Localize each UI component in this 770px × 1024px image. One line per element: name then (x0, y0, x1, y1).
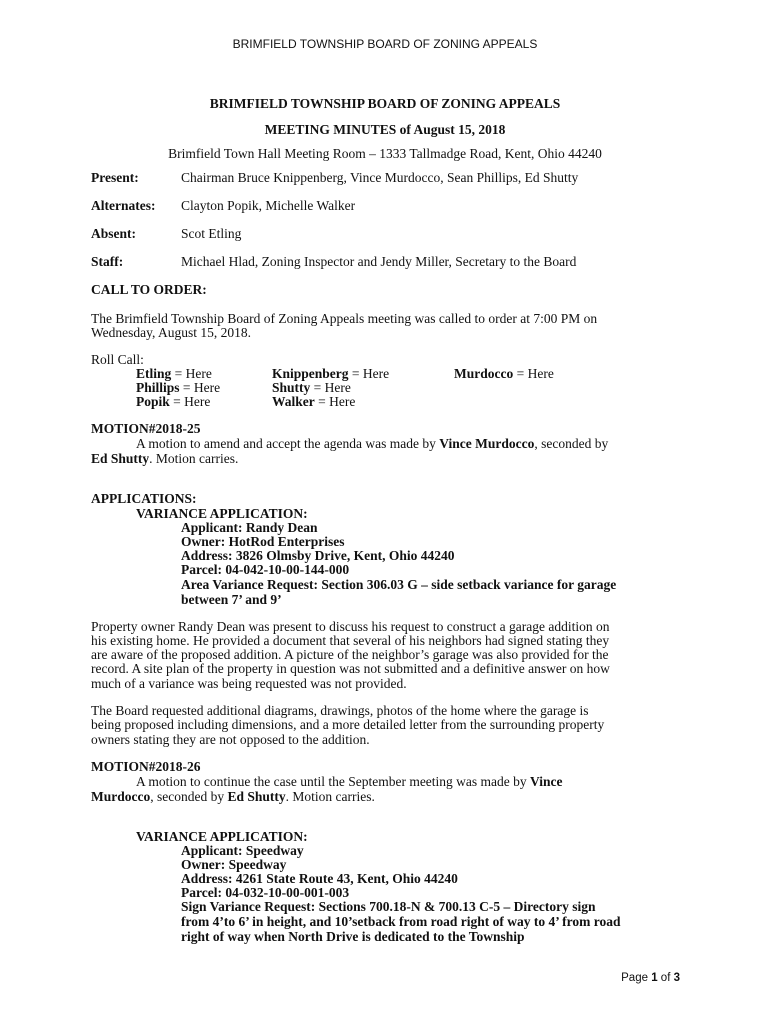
variance-1-request: Area Variance Request: Section 306.03 G – side setback variance for garage (181, 577, 617, 592)
roll-call-name: Knippenberg (272, 366, 349, 381)
roll-call-status: = Here (179, 380, 221, 395)
motion-25-heading: MOTION#2018-25 (91, 421, 201, 436)
alternates-label: Alternates: (91, 198, 156, 213)
motion-26-text: A motion to continue the case until the September meeting was made by (136, 774, 531, 789)
variance-2-parcel: Parcel: 04-032-10-00-001-003 (181, 885, 350, 900)
roll-call-entry (136, 394, 210, 410)
paragraph-line: his existing home. He provided a document that several of his neighbors had signed stating they (91, 633, 610, 648)
motion-25-text: , seconded by (534, 436, 609, 451)
motion-25-mover: Vince Murdocco (439, 436, 535, 451)
variance-2-request-cont: right of way when North Drive is dedicated to the Township (181, 929, 525, 944)
document-subtitle: MEETING MINUTES of August 15, 2018 (264, 122, 506, 137)
motion-26-seconder: Ed Shutty (227, 789, 286, 804)
roll-call-name: Shutty (272, 380, 311, 395)
roll-call-name: Murdocco (454, 366, 514, 381)
variance-1-address: Address: 3826 Olmsby Drive, Kent, Ohio 44240 (181, 548, 455, 563)
present-value: Chairman Bruce Knippenberg, Vince Murdocco, Sean Phillips, Ed Shutty (181, 170, 579, 185)
motion-26-heading: MOTION#2018-26 (91, 759, 201, 774)
roll-call-name: Phillips (136, 380, 180, 395)
motion-26-mover: Vince (530, 774, 563, 789)
motion-25-line-2 (91, 451, 238, 466)
roll-call-name: Etling (136, 366, 172, 381)
page-total: 3 (673, 972, 680, 984)
roll-call-status: = Here (169, 394, 211, 409)
motion-26-text: . Motion carries. (285, 789, 375, 804)
meeting-location: Brimfield Town Hall Meeting Room – 1333 Tallmadge Road, Kent, Ohio 44240 (168, 146, 602, 161)
call-to-order-line-1: The Brimfield Township Board of Zoning Appeals meeting was called to order at 7:00 PM on (91, 311, 598, 326)
variance-1-parcel: Parcel: 04-042-10-00-144-000 (181, 562, 350, 577)
motion-26-text: , seconded by (150, 789, 228, 804)
variance-1-applicant: Applicant: Randy Dean (181, 520, 318, 535)
variance-2-applicant: Applicant: Speedway (181, 843, 304, 858)
variance-2-request-cont: from 4’to 6’ in height, and 10’setback from road right of way to 4’ from road (181, 914, 621, 929)
roll-call-status: = Here (310, 380, 351, 395)
motion-26-line-2 (91, 789, 375, 804)
absent-label: Absent: (91, 226, 137, 241)
roll-call-status: = Here (171, 366, 212, 381)
variance-1-owner: Owner: HotRod Enterprises (181, 534, 345, 549)
call-to-order-heading: CALL TO ORDER: (91, 282, 207, 297)
document-title: BRIMFIELD TOWNSHIP BOARD OF ZONING APPEALS (209, 96, 561, 111)
call-to-order-line-2: Wednesday, August 15, 2018. (91, 325, 252, 340)
page-of: of (657, 972, 674, 984)
paragraph-line: much of a variance was being requested was not provided. (91, 676, 407, 691)
variance-1-heading: VARIANCE APPLICATION: (136, 506, 308, 521)
page-current: 1 (651, 972, 658, 984)
motion-26-line-1 (136, 774, 563, 789)
paragraph-line: Property owner Randy Dean was present to discuss his request to construct a garage addition on (91, 619, 610, 634)
motion-25-text: A motion to amend and accept the agenda was made by (136, 436, 440, 451)
staff-value: Michael Hlad, Zoning Inspector and Jendy Miller, Secretary to the Board (181, 254, 577, 269)
roll-call-label: Roll Call: (91, 352, 144, 367)
alternates-value: Clayton Popik, Michelle Walker (181, 198, 356, 213)
running-header: BRIMFIELD TOWNSHIP BOARD OF ZONING APPEALS (232, 37, 538, 51)
paragraph-line: owners stating they are not opposed to the addition. (91, 732, 370, 747)
paragraph-line: The Board requested additional diagrams, drawings, photos of the home where the garage is (91, 703, 589, 718)
present-label: Present: (91, 170, 139, 185)
staff-label: Staff: (91, 254, 124, 269)
motion-25-seconder: Ed Shutty (91, 451, 150, 466)
variance-2-address: Address: 4261 State Route 43, Kent, Ohio 44240 (181, 871, 458, 886)
paragraph-line: record. A site plan of the property in question was not submitted and a definitive answer on how (91, 661, 610, 676)
page-number (621, 972, 680, 984)
roll-call-entry (454, 366, 554, 382)
roll-call-status: = Here (513, 366, 554, 381)
paragraph-line: being proposed including dimensions, and a more detailed letter from the surrounding property (91, 717, 605, 732)
applications-heading: APPLICATIONS: (91, 491, 197, 506)
variance-1-request-cont: between 7’ and 9’ (181, 592, 282, 607)
variance-2-owner: Owner: Speedway (181, 857, 287, 872)
variance-2-heading: VARIANCE APPLICATION: (136, 829, 308, 844)
absent-value: Scot Etling (181, 226, 242, 241)
roll-call-entry (272, 394, 355, 410)
motion-26-mover: Murdocco (91, 789, 151, 804)
roll-call-name: Popik (136, 394, 170, 409)
motion-25-line-1 (136, 436, 608, 451)
variance-2-request: Sign Variance Request: Sections 700.18-N & 700.13 C-5 – Directory sign (181, 899, 596, 914)
motion-25-text: . Motion carries. (149, 451, 239, 466)
roll-call-status: = Here (348, 366, 390, 381)
roll-call-name: Walker (272, 394, 315, 409)
page-word: Page (621, 972, 652, 984)
roll-call-status: = Here (314, 394, 356, 409)
paragraph-line: are aware of the proposed addition. A picture of the neighbor’s garage was also provided for the (91, 647, 609, 662)
